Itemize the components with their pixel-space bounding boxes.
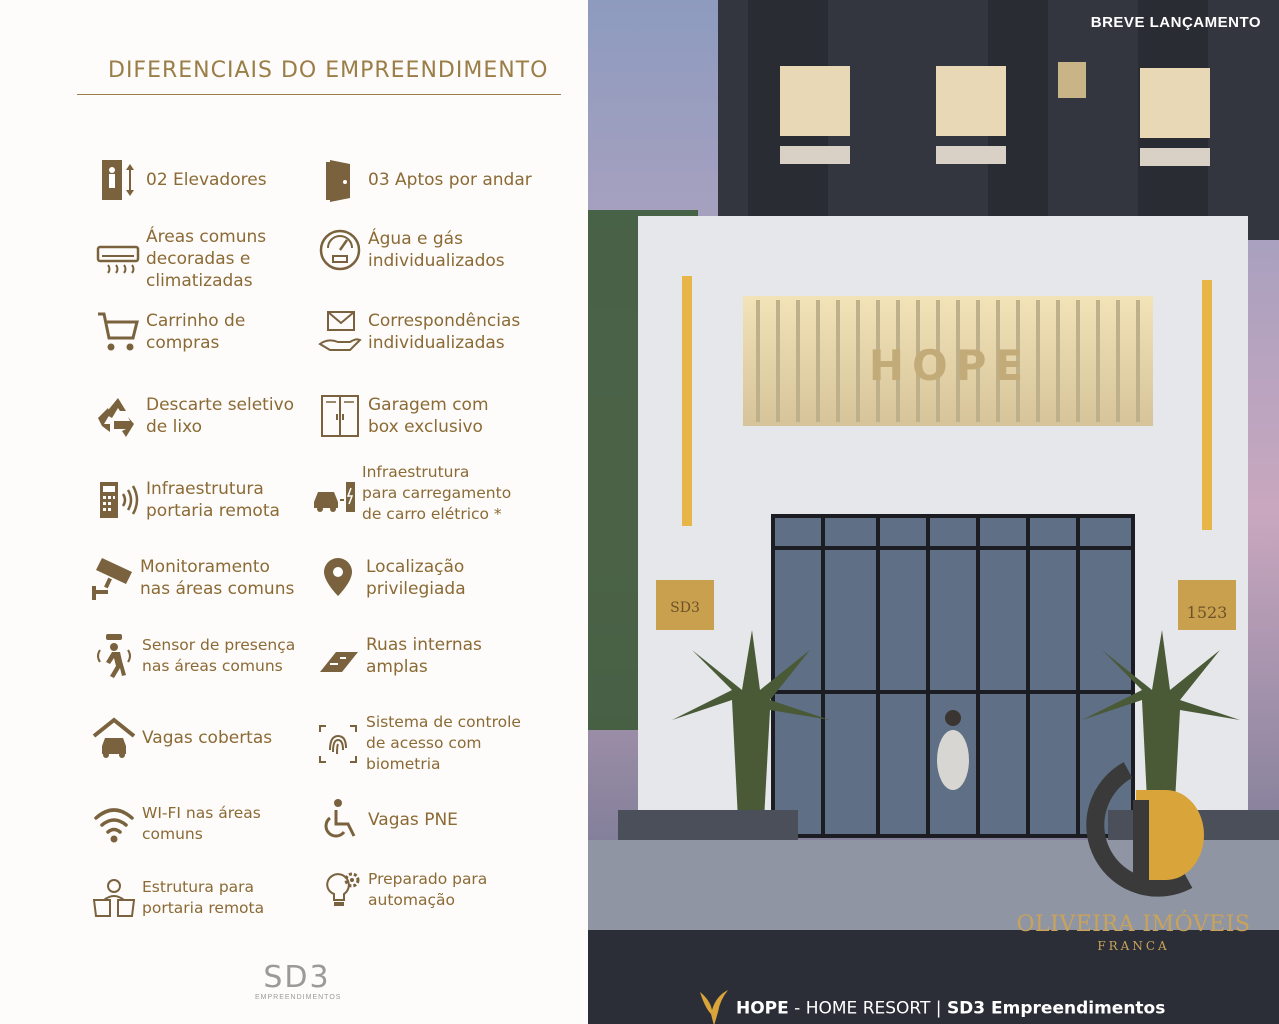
feature-ev-charging: [310, 462, 511, 525]
feature-label: Áreas comuns decoradas e climatizadas: [146, 227, 267, 291]
heading-divider: [77, 94, 561, 95]
feature-label: Localização privilegiada: [366, 557, 466, 599]
feature-label: Correspondências individualizadas: [368, 311, 521, 353]
feature-label: Carrinho de compras: [146, 311, 246, 353]
feature-wifi: [90, 800, 261, 848]
feature-label: Infraestrutura para carregamento de carro elétrico *: [362, 463, 512, 523]
feature-covered-parking: [90, 714, 272, 762]
feature-label: Sistema de controle de acesso com biometria: [366, 713, 521, 773]
footer-caption: [696, 986, 1165, 1024]
feature-label: 02 Elevadores: [146, 170, 267, 190]
feature-remote-concierge-infra: [94, 476, 280, 524]
feature-monitoring: [88, 554, 294, 602]
feature-label: Ruas internas amplas: [366, 635, 482, 677]
air-conditioner-icon: [94, 235, 142, 283]
bird-logo-icon: [696, 986, 730, 1024]
feature-remote-concierge-structure: [90, 874, 264, 922]
feature-label: Vagas cobertas: [142, 728, 273, 748]
door-icon: [316, 156, 364, 204]
feature-individual-meters: [316, 226, 505, 274]
elevator-icon: [94, 156, 142, 204]
sd3-logo-text: EMPREENDIMENTOS: [255, 994, 342, 1001]
feature-climatized-areas: [94, 226, 266, 292]
road-icon: [314, 632, 362, 680]
oliveira-watermark: [1016, 912, 1251, 953]
feature-label: Garagem com box exclusivo: [368, 395, 489, 437]
recycle-icon: [94, 392, 142, 440]
footer-brand: HOPE: [736, 998, 789, 1019]
feature-garage-box: [316, 392, 489, 440]
plaque-right: 1523: [1186, 603, 1228, 622]
intercom-icon: [94, 476, 142, 524]
feature-label: Estrutura para portaria remota: [142, 878, 265, 917]
mail-hand-icon: [316, 308, 364, 356]
gauge-icon: [316, 226, 364, 274]
sd3-logo-mark: SD3: [263, 960, 331, 995]
feature-apts-per-floor: [316, 156, 532, 204]
shopping-cart-icon: [94, 308, 142, 356]
building-render: [588, 0, 1279, 1024]
location-pin-icon: [314, 554, 362, 602]
feature-automation: [316, 866, 487, 914]
launch-badge: BREVE LANÇAMENTO: [1090, 14, 1261, 31]
covered-garage-icon: [90, 714, 138, 762]
footer-sep1: -: [788, 998, 806, 1019]
footer-sep2: |: [930, 998, 947, 1019]
facade-sign: HOPE: [868, 341, 1032, 390]
motion-sensor-icon: [90, 632, 138, 680]
feature-presence-sensor: [90, 632, 295, 680]
feature-label: 03 Aptos por andar: [368, 170, 532, 190]
feature-elevators: [94, 156, 267, 204]
building-illustration: [588, 0, 1279, 1024]
security-camera-icon: [88, 554, 136, 602]
locker-icon: [316, 392, 364, 440]
feature-label: Sensor de presença nas áreas comuns: [142, 636, 296, 675]
features-panel: [0, 0, 588, 1024]
wifi-icon: [90, 800, 138, 848]
feature-individual-mail: [316, 308, 520, 356]
wheelchair-icon: [316, 796, 364, 844]
feature-label: WI-FI nas áreas comuns: [142, 804, 261, 843]
feature-label: Descarte seletivo de lixo: [146, 395, 295, 437]
footer-resort: HOME RESORT: [805, 998, 931, 1019]
feature-biometric-access: [314, 712, 521, 775]
feature-location: [314, 554, 466, 602]
features-heading: DIFERENCIAIS DO EMPREENDIMENTO: [108, 58, 549, 83]
footer-company: SD3 Empreendimentos: [946, 998, 1166, 1019]
fingerprint-icon: [314, 720, 362, 768]
feature-label: Infraestrutura portaria remota: [146, 479, 280, 521]
feature-wide-streets: [314, 632, 482, 680]
feature-recycling: [94, 392, 294, 440]
feature-shopping-cart: [94, 308, 245, 356]
feature-label: Vagas PNE: [368, 810, 458, 830]
feature-label: Monitoramento nas áreas comuns: [140, 557, 295, 599]
automation-bulb-icon: [316, 866, 364, 914]
watermark-name: OLIVEIRA IMÓVEIS: [1016, 912, 1251, 937]
watermark-city: FRANCA: [1097, 939, 1170, 953]
ev-charger-icon: [310, 470, 358, 518]
feature-label: Preparado para automação: [368, 870, 488, 909]
feature-accessible-parking: [316, 796, 458, 844]
sd3-logo: [255, 960, 342, 1001]
feature-label: Água e gás individualizados: [368, 229, 505, 271]
plaque-left: SD3: [670, 600, 700, 616]
receptionist-icon: [90, 874, 138, 922]
